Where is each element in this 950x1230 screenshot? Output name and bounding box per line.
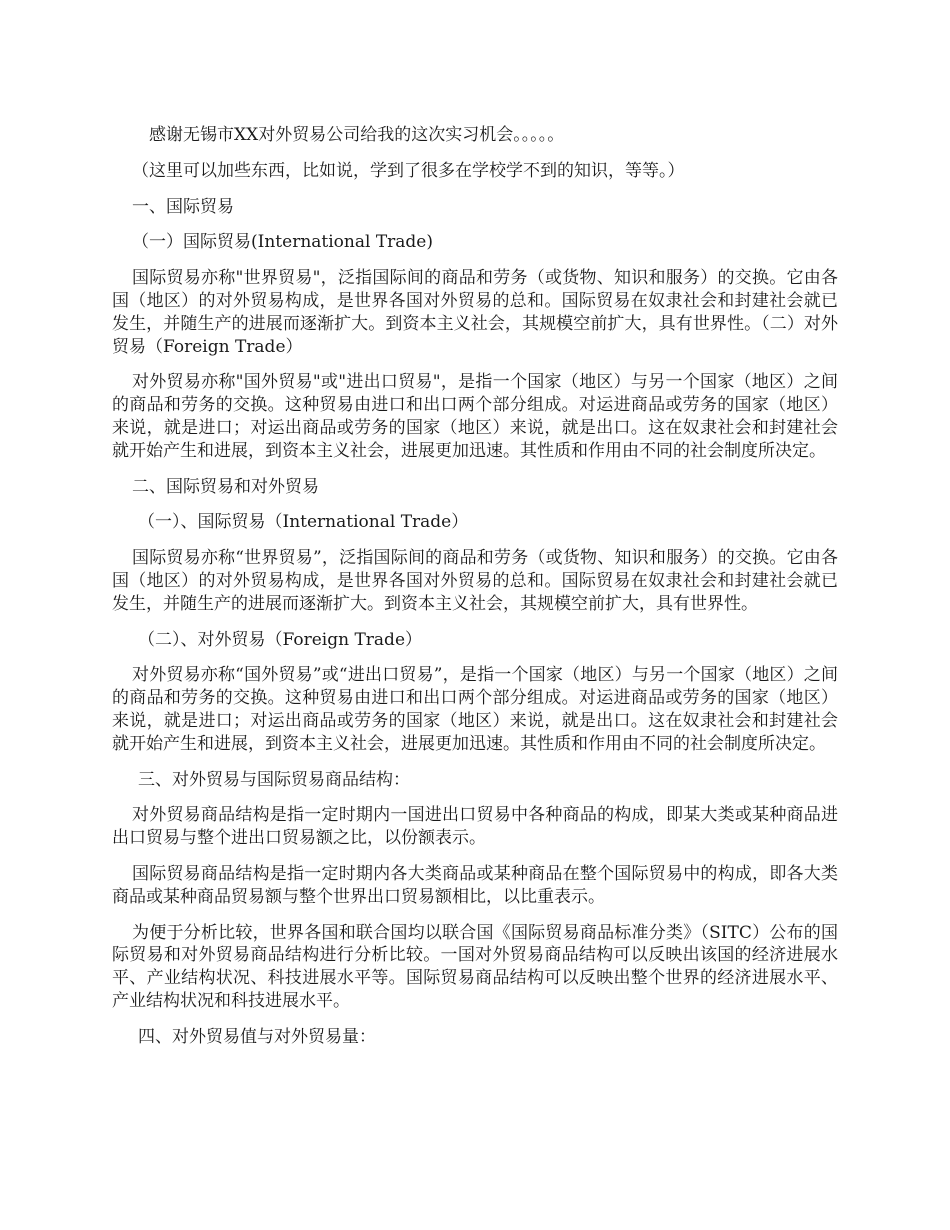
subsection-heading-2-1: （一）、国际贸易（International Trade）	[138, 512, 469, 533]
thanks-paragraph: 感谢无锡市XX对外贸易公司给我的这次实习机会。。。。。	[149, 125, 565, 145]
note-paragraph: （这里可以加些东西，比如说，学到了很多在学校学不到的知识，等等。）	[132, 160, 685, 181]
body-paragraph: 对外贸易商品结构是指一定时期内一国进出口贸易中各种商品的构成，即某大类或某种商品进出口贸易与整个进出口贸易额之比，以份额表示。	[112, 805, 838, 849]
body-paragraph: 国际贸易亦称"世界贸易"，泛指国际间的商品和劳务（或货物、知识和服务）的交换。它由各国（地区）的对外贸易构成，是世界各国对外贸易的总和。国际贸易在奴隶社会和封建社会就已发生，并随生产的进展而逐渐扩大。到资本主义社会，其规模空前扩大，具有世界性。（二）对外贸易（Foreign Trade）	[112, 268, 838, 357]
section-heading-2: 二、国际贸易和对外贸易	[132, 476, 319, 497]
body-paragraph: 对外贸易亦称“国外贸易”或“进出口贸易”，是指一个国家（地区）与另一个国家（地区）之间的商品和劳务的交换。这种贸易由进口和出口两个部分组成。对运进商品或劳务的国家（地区）来说，就是进口；对运出商品或劳务的国家（地区）来说，就是出口。这在奴隶社会和封建社会就开始产生和进展，到资本主义社会，进展更加迅速。其性质和作用由不同的社会制度所决定。	[112, 665, 838, 754]
section-heading-1: 一、国际贸易	[132, 196, 234, 217]
body-paragraph: 国际贸易商品结构是指一定时期内各大类商品或某种商品在整个国际贸易中的构成，即各大类商品或某种商品贸易额与整个世界出口贸易额相比，以比重表示。	[112, 863, 838, 907]
body-paragraph: 为便于分析比较，世界各国和联合国均以联合国《国际贸易商品标准分类》（SITC）公布的国际贸易和对外贸易商品结构进行分析比较。一国对外贸易商品结构可以反映出该国的经济进展水平、产业结构状况、科技进展水平等。国际贸易商品结构可以反映出整个世界的经济进展水平、产业结构状况和科技进展水平。	[112, 922, 838, 1011]
body-paragraph: 国际贸易亦称“世界贸易”，泛指国际间的商品和劳务（或货物、知识和服务）的交换。它由各国（地区）的对外贸易构成，是世界各国对外贸易的总和。国际贸易在奴隶社会和封建社会就已发生，并随生产的进展而逐渐扩大。到资本主义社会，其规模空前扩大，具有世界性。	[112, 548, 838, 614]
body-paragraph: 对外贸易亦称"国外贸易"或"进出口贸易"，是指一个国家（地区）与另一个国家（地区）之间的商品和劳务的交换。这种贸易由进口和出口两个部分组成。对运进商品或劳务的国家（地区）来说，就是进口；对运出商品或劳务的国家（地区）来说，就是出口。这在奴隶社会和封建社会就开始产生和进展，到资本主义社会，进展更加迅速。其性质和作用由不同的社会制度所决定。	[112, 372, 838, 461]
subsection-heading-2-2: （二）、对外贸易（Foreign Trade）	[138, 629, 423, 650]
section-heading-3: 三、对外贸易与国际贸易商品结构：	[138, 769, 410, 790]
subsection-heading-1-1: （一）国际贸易(International Trade)	[132, 232, 434, 253]
section-heading-4: 四、对外贸易值与对外贸易量：	[138, 1026, 376, 1047]
